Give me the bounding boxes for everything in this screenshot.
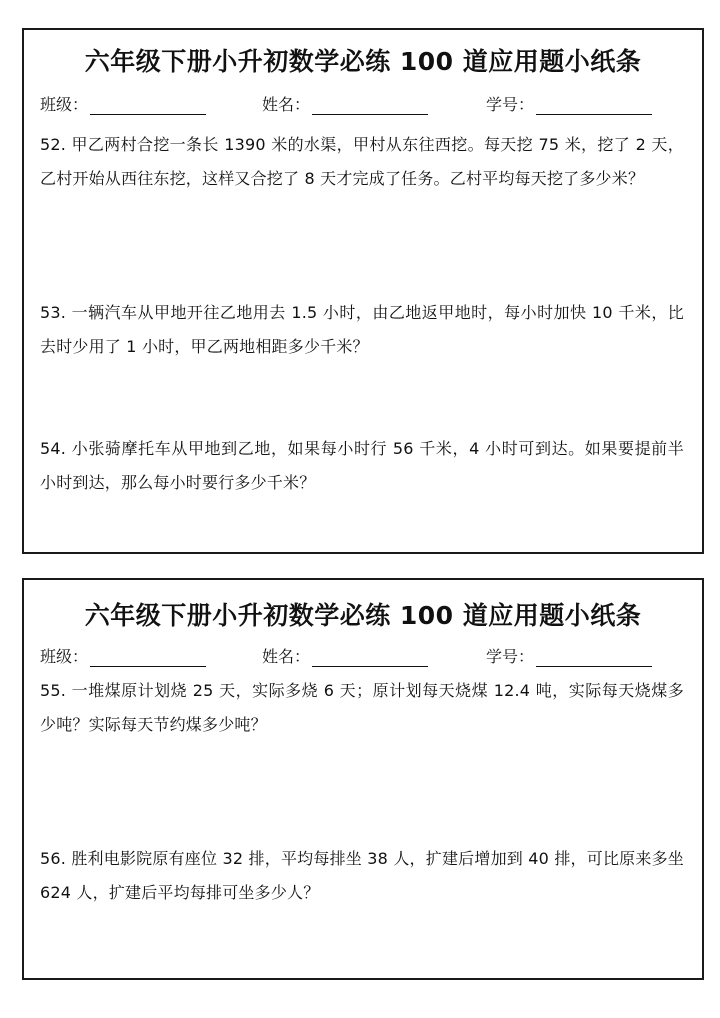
name-label: 姓名： — [262, 647, 311, 666]
class-label: 班级： — [40, 647, 89, 666]
number-blank[interactable] — [536, 648, 652, 667]
question-55: 55. 一堆煤原计划烧 25 天，实际多烧 6 天；原计划每天烧煤 12.4 吨，实际每天烧煤多少吨？实际每天节约煤多少吨？ — [40, 681, 684, 734]
worksheet-title: 六年级下册小升初数学必练 100 道应用题小纸条 — [84, 601, 642, 630]
student-info-row — [40, 92, 686, 116]
name-label: 姓名： — [262, 95, 311, 114]
student-info-row — [40, 644, 686, 668]
class-field — [40, 644, 206, 667]
name-blank[interactable] — [312, 648, 428, 667]
question-52: 52. 甲乙两村合挖一条长 1390 米的水渠，甲村从东往西挖。每天挖 75 米，挖了 2 天，乙村开始从西往东挖，这样又合挖了 8 天才完成了任务。乙村平均每天挖了多少米？ — [40, 135, 684, 188]
number-label: 学号： — [486, 95, 535, 114]
question-53: 53. 一辆汽车从甲地开往乙地用去 1.5 小时，由乙地返甲地时，每小时加快 10 千米，比去时少用了 1 小时，甲乙两地相距多少千米？ — [40, 303, 684, 356]
number-field — [486, 92, 652, 115]
number-field — [486, 644, 652, 667]
name-field — [262, 92, 428, 115]
name-field — [262, 644, 428, 667]
class-label: 班级： — [40, 95, 89, 114]
worksheet-card-1 — [22, 28, 704, 554]
name-blank[interactable] — [312, 96, 428, 115]
question-54: 54. 小张骑摩托车从甲地到乙地，如果每小时行 56 千米，4 小时可到达。如果要提前半小时到达，那么每小时要行多少千米？ — [40, 439, 684, 492]
worksheet-title: 六年级下册小升初数学必练 100 道应用题小纸条 — [84, 47, 642, 76]
number-blank[interactable] — [536, 96, 652, 115]
worksheet-card-2 — [22, 578, 704, 980]
class-field — [40, 92, 206, 115]
question-56: 56. 胜利电影院原有座位 32 排，平均每排坐 38 人，扩建后增加到 40 排，可比原来多坐 624 人，扩建后平均每排可坐多少人？ — [40, 849, 684, 902]
class-blank[interactable] — [90, 648, 206, 667]
number-label: 学号： — [486, 647, 535, 666]
class-blank[interactable] — [90, 96, 206, 115]
